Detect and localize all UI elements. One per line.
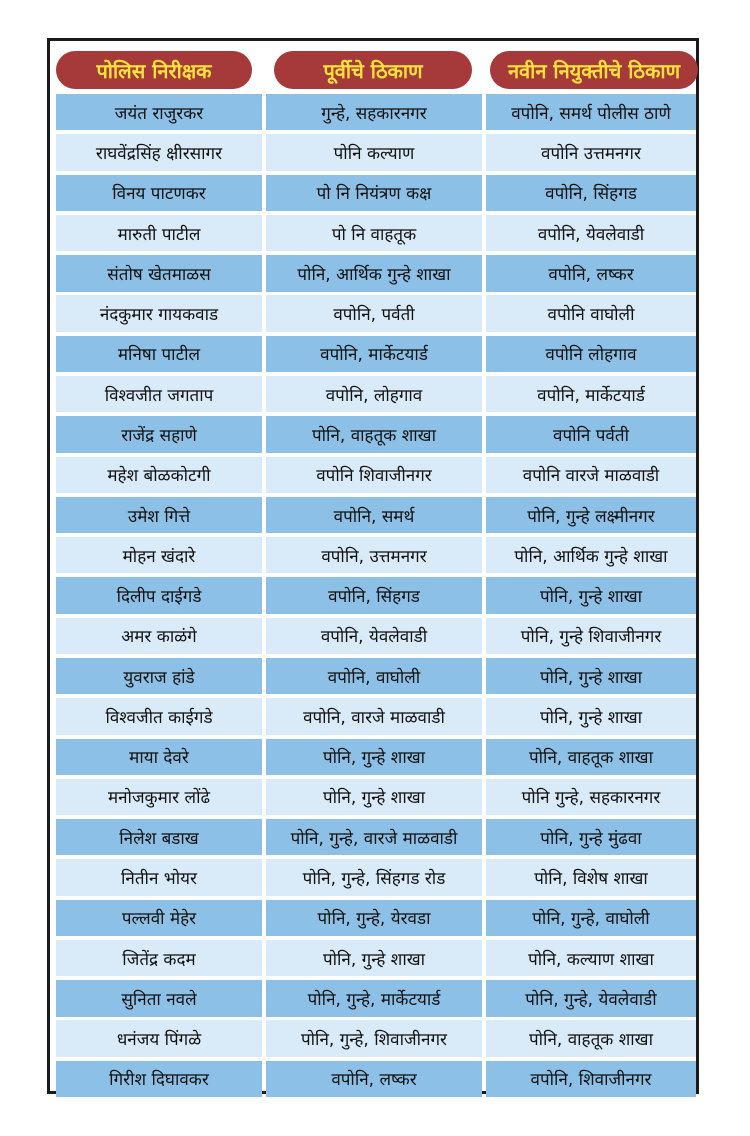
table-row — [54, 980, 692, 1016]
previous-location-cell: गुन्हे, सहकारनगर — [266, 94, 482, 130]
inspector-name-cell: मोहन खंदारे — [56, 537, 262, 573]
previous-location-cell: पो नि वाहतूक — [266, 215, 482, 251]
previous-location-cell: पोनि, वाहतूक शाखा — [266, 416, 482, 452]
table-row — [54, 698, 692, 734]
table-row — [54, 134, 692, 170]
inspector-name-cell: धनंजय पिंगळे — [56, 1020, 262, 1056]
new-location-cell: वपोनि वारजे माळवाडी — [486, 457, 696, 493]
new-location-cell: वपोनि, मार्केटयार्ड — [486, 376, 696, 412]
table-row — [54, 295, 692, 331]
new-location-cell: वपोनि, समर्थ पोलीस ठाणे — [486, 94, 696, 130]
new-location-cell: वपोनि, सिंहगड — [486, 175, 696, 211]
new-location-cell: पोनि, गुन्हे मुंढवा — [486, 819, 696, 855]
previous-location-cell: वपोनि, वाघोली — [266, 658, 482, 694]
new-location-cell: पोनि, कल्याण शाखा — [486, 940, 696, 976]
inspector-name-cell: राघवेंद्रसिंह क्षीरसागर — [56, 134, 262, 170]
new-location-cell: वपोनि वाघोली — [486, 295, 696, 331]
inspector-name-cell: मनिषा पाटील — [56, 336, 262, 372]
table-row — [54, 658, 692, 694]
previous-location-cell: पोनि, आर्थिक गुन्हे शाखा — [266, 255, 482, 291]
table-row — [54, 859, 692, 895]
inspector-name-cell: महेश बोळकोटगी — [56, 457, 262, 493]
previous-location-cell: वपोनि, पर्वती — [266, 295, 482, 331]
table-row — [54, 819, 692, 855]
inspector-name-cell: जयंत राजुरकर — [56, 94, 262, 130]
new-location-cell: पोनि, वाहतूक शाखा — [486, 1020, 696, 1056]
new-location-cell: पोनि, गुन्हे लक्ष्मीनगर — [486, 497, 696, 533]
previous-location-cell: पोनि कल्याण — [266, 134, 482, 170]
header-previous-location: पूर्वीचे ठिकाण — [274, 51, 472, 89]
inspector-name-cell: माया देवरे — [56, 739, 262, 775]
table-row — [54, 739, 692, 775]
inspector-name-cell: दिलीप दाईगडे — [56, 577, 262, 613]
table-row — [54, 376, 692, 412]
new-location-cell: वपोनि लोहगाव — [486, 336, 696, 372]
table-row — [54, 618, 692, 654]
table-body — [54, 94, 692, 1101]
inspector-name-cell: निलेश बडाख — [56, 819, 262, 855]
previous-location-cell: वपोनि, उत्तमनगर — [266, 537, 482, 573]
inspector-name-cell: जितेंद्र कदम — [56, 940, 262, 976]
previous-location-cell: पोनि, गुन्हे, येरवडा — [266, 900, 482, 936]
table-row — [54, 416, 692, 452]
previous-location-cell: वपोनि, वारजे माळवाडी — [266, 698, 482, 734]
inspector-name-cell: नितीन भोयर — [56, 859, 262, 895]
transfer-list-table — [47, 38, 699, 1094]
previous-location-cell: वपोनि शिवाजीनगर — [266, 457, 482, 493]
inspector-name-cell: संतोष खेतमाळस — [56, 255, 262, 291]
inspector-name-cell: गिरीश दिघावकर — [56, 1061, 262, 1097]
new-location-cell: वपोनि पर्वती — [486, 416, 696, 452]
inspector-name-cell: उमेश गित्ते — [56, 497, 262, 533]
previous-location-cell: पोनि, गुन्हे शाखा — [266, 940, 482, 976]
previous-location-cell: पोनि, गुन्हे, सिंहगड रोड — [266, 859, 482, 895]
new-location-cell: पोनि, वाहतूक शाखा — [486, 739, 696, 775]
new-location-cell: पोनि, गुन्हे शाखा — [486, 658, 696, 694]
inspector-name-cell: पल्लवी मेहेर — [56, 900, 262, 936]
table-row — [54, 215, 692, 251]
header-new-location: नवीन नियुक्तीचे ठिकाण — [490, 51, 698, 89]
previous-location-cell: पोनि, गुन्हे, वारजे माळवाडी — [266, 819, 482, 855]
new-location-cell: पोनि, विशेष शाखा — [486, 859, 696, 895]
table-row — [54, 255, 692, 291]
previous-location-cell: पोनि, गुन्हे, मार्केटयार्ड — [266, 980, 482, 1016]
inspector-name-cell: विश्वजीत जगताप — [56, 376, 262, 412]
table-row — [54, 94, 692, 130]
previous-location-cell: पोनि, गुन्हे, शिवाजीनगर — [266, 1020, 482, 1056]
table-row — [54, 779, 692, 815]
new-location-cell: पोनि, गुन्हे शाखा — [486, 698, 696, 734]
inspector-name-cell: सुनिता नवले — [56, 980, 262, 1016]
inspector-name-cell: विनय पाटणकर — [56, 175, 262, 211]
previous-location-cell: वपोनि, लोहगाव — [266, 376, 482, 412]
table-row — [54, 1020, 692, 1056]
table-row — [54, 900, 692, 936]
new-location-cell: वपोनि, लष्कर — [486, 255, 696, 291]
new-location-cell: पोनि, आर्थिक गुन्हे शाखा — [486, 537, 696, 573]
previous-location-cell: वपोनि, लष्कर — [266, 1061, 482, 1097]
table-row — [54, 497, 692, 533]
new-location-cell: वपोनि उत्तमनगर — [486, 134, 696, 170]
table-row — [54, 1061, 692, 1097]
new-location-cell: पोनि, गुन्हे, वाघोली — [486, 900, 696, 936]
new-location-cell: पोनि, गुन्हे शिवाजीनगर — [486, 618, 696, 654]
inspector-name-cell: युवराज हांडे — [56, 658, 262, 694]
table-row — [54, 457, 692, 493]
header-inspector: पोलिस निरीक्षक — [56, 51, 252, 89]
previous-location-cell: वपोनि, येवलेवाडी — [266, 618, 482, 654]
inspector-name-cell: अमर काळंगे — [56, 618, 262, 654]
inspector-name-cell: मारुती पाटील — [56, 215, 262, 251]
new-location-cell: वपोनि, येवलेवाडी — [486, 215, 696, 251]
table-row — [54, 940, 692, 976]
inspector-name-cell: विश्वजीत काईगडे — [56, 698, 262, 734]
table-row — [54, 175, 692, 211]
previous-location-cell: वपोनि, समर्थ — [266, 497, 482, 533]
table-row — [54, 577, 692, 613]
inspector-name-cell: नंदकुमार गायकवाड — [56, 295, 262, 331]
previous-location-cell: वपोनि, मार्केटयार्ड — [266, 336, 482, 372]
previous-location-cell: वपोनि, सिंहगड — [266, 577, 482, 613]
table-row — [54, 537, 692, 573]
previous-location-cell: पोनि, गुन्हे शाखा — [266, 779, 482, 815]
new-location-cell: पोनि गुन्हे, सहकारनगर — [486, 779, 696, 815]
new-location-cell: पोनि, गुन्हे, येवलेवाडी — [486, 980, 696, 1016]
new-location-cell: पोनि, गुन्हे शाखा — [486, 577, 696, 613]
new-location-cell: वपोनि, शिवाजीनगर — [486, 1061, 696, 1097]
inspector-name-cell: राजेंद्र सहाणे — [56, 416, 262, 452]
table-header — [56, 51, 690, 89]
previous-location-cell: पो नि नियंत्रण कक्ष — [266, 175, 482, 211]
previous-location-cell: पोनि, गुन्हे शाखा — [266, 739, 482, 775]
inspector-name-cell: मनोजकुमार लोंढे — [56, 779, 262, 815]
table-row — [54, 336, 692, 372]
